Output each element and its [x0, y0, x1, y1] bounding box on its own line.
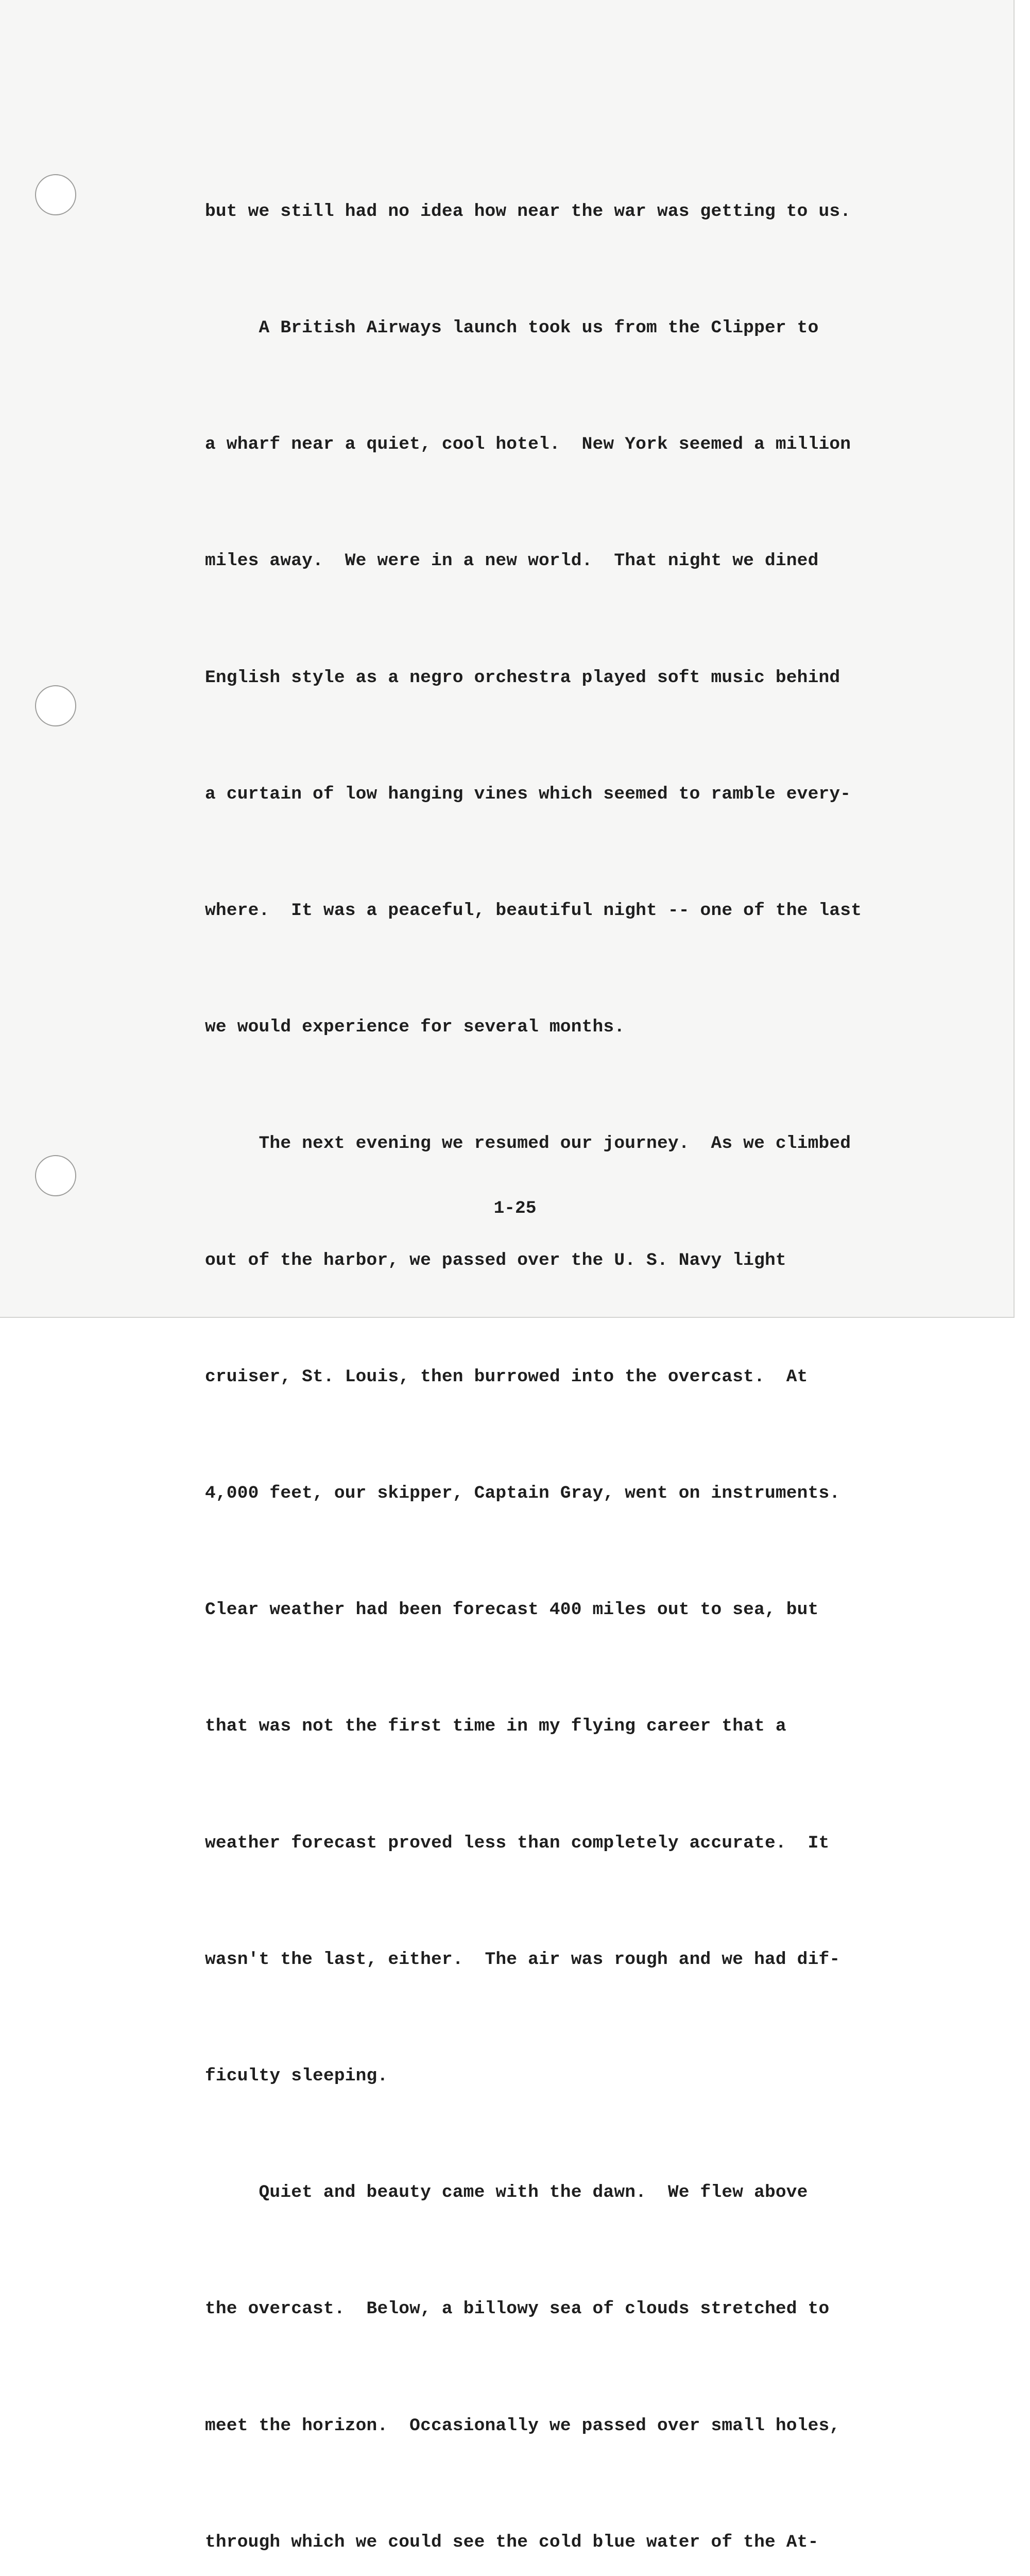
text-line: we would experience for several months.: [205, 1017, 625, 1038]
text-line: out of the harbor, we passed over the U. S. Navy light: [205, 1250, 786, 1270]
text-line: a curtain of low hanging vines which seemed to ramble every-: [205, 784, 851, 804]
typed-text-body: [205, 114, 936, 2576]
text-line: through which we could see the cold blue water of the At-: [205, 2532, 819, 2552]
text-line: A British Airways launch took us from the Clipper to: [205, 318, 819, 338]
text-line: cruiser, St. Louis, then burrowed into the overcast. At: [205, 1366, 808, 1387]
text-line: ficulty sleeping.: [205, 2066, 388, 2087]
punch-hole-top: [35, 174, 76, 215]
text-line: 4,000 feet, our skipper, Captain Gray, went on instruments.: [205, 1483, 840, 1504]
text-line: weather forecast proved less than completely accurate. It: [205, 1833, 830, 1853]
punch-hole-middle: [35, 685, 76, 726]
page-number: 1-25: [493, 1198, 537, 1218]
text-line: the overcast. Below, a billowy sea of clouds stretched to: [205, 2299, 830, 2319]
text-line: miles away. We were in a new world. That night we dined: [205, 551, 819, 571]
text-line: but we still had no idea how near the war was getting to us.: [205, 201, 851, 222]
punch-hole-bottom: [35, 1155, 76, 1196]
text-line: English style as a negro orchestra played soft music behind: [205, 667, 840, 688]
text-line: Clear weather had been forecast 400 miles out to sea, but: [205, 1600, 819, 1620]
text-line: Quiet and beauty came with the dawn. We flew above: [205, 2182, 808, 2203]
text-line: meet the horizon. Occasionally we passed over small holes,: [205, 2415, 840, 2436]
text-line: wasn't the last, either. The air was rough and we had dif-: [205, 1949, 840, 1970]
text-line: where. It was a peaceful, beautiful night -- one of the last: [205, 901, 862, 921]
text-line: that was not the first time in my flying career that a: [205, 1716, 786, 1737]
text-line: The next evening we resumed our journey. As we climbed: [205, 1133, 851, 1154]
text-line: a wharf near a quiet, cool hotel. New York seemed a million: [205, 434, 851, 455]
